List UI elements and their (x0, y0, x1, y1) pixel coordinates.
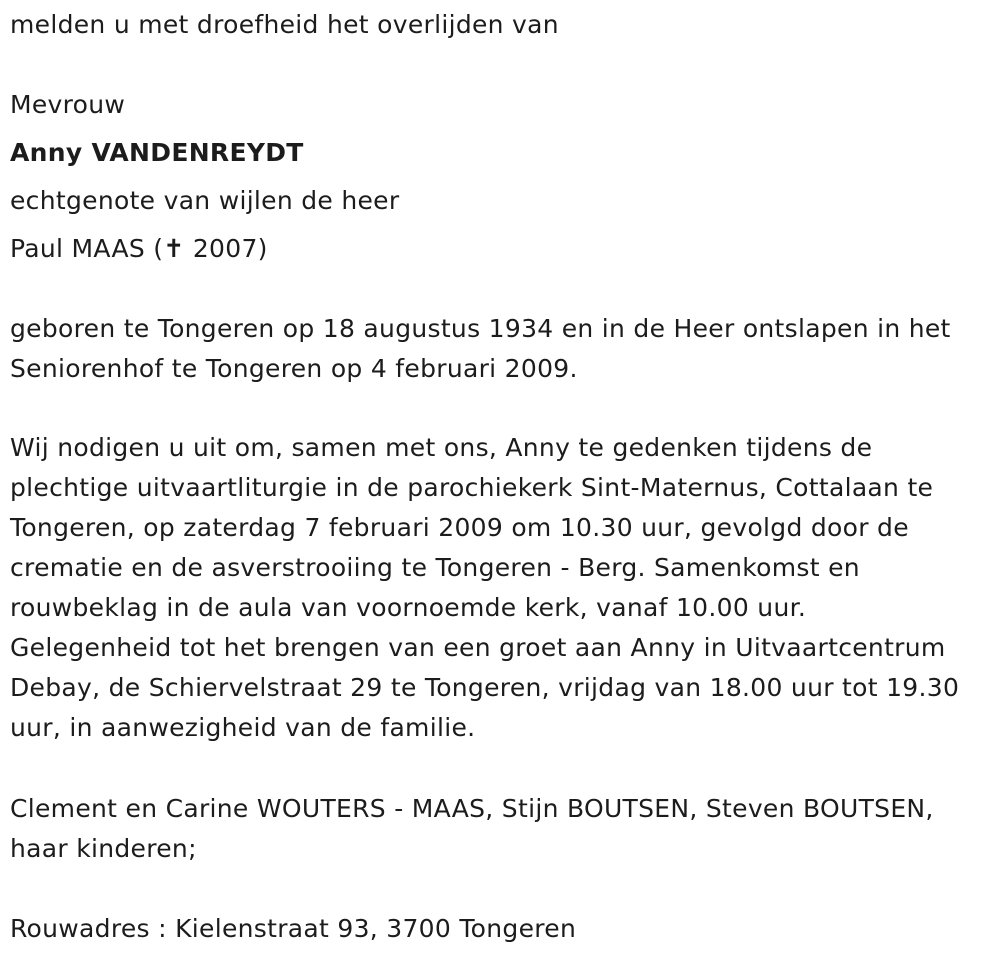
birth-death-line: geboren te Tongeren op 18 augustus 1934 en in de Heer ontslapen in het (10, 314, 951, 343)
intro-text: melden u met droefheid het overlijden van (10, 10, 559, 39)
invitation-line: Gelegenheid tot het brengen van een groet aan Anny in Uitvaartcentrum (10, 633, 946, 662)
invitation-line: rouwbeklag in de aula van voornoemde kerk, vanaf 10.00 uur. (10, 593, 807, 622)
invitation-line: crematie en de asverstrooiing te Tongeren - Berg. Samenkomst en (10, 553, 860, 582)
invitation-line: plechtige uitvaartliturgie in de parochiekerk Sint-Maternus, Cottalaan te (10, 473, 934, 502)
spouse-line-1: echtgenote van wijlen de heer (10, 186, 400, 215)
birth-death-line: Seniorenhof te Tongeren op 4 februari 2009. (10, 354, 578, 383)
mourning-address: Rouwadres : Kielenstraat 93, 3700 Tongeren (10, 914, 577, 943)
children-line: Clement en Carine WOUTERS - MAAS, Stijn BOUTSEN, Steven BOUTSEN, (10, 794, 934, 823)
invitation-line: Wij nodigen u uit om, samen met ons, Anny te gedenken tijdens de (10, 433, 873, 462)
deceased-name: Anny VANDENREYDT (10, 138, 304, 167)
invitation-line: Debay, de Schiervelstraat 29 te Tongeren, vrijdag van 18.00 uur tot 19.30 (10, 673, 960, 702)
invitation-line: uur, in aanwezigheid van de familie. (10, 713, 476, 742)
invitation-line: Tongeren, op zaterdag 7 februari 2009 om 10.30 uur, gevolgd door de (10, 513, 909, 542)
spouse-line-2: Paul MAAS (✝ 2007) (10, 234, 268, 263)
salutation: Mevrouw (10, 90, 126, 119)
children-line: haar kinderen; (10, 834, 197, 863)
